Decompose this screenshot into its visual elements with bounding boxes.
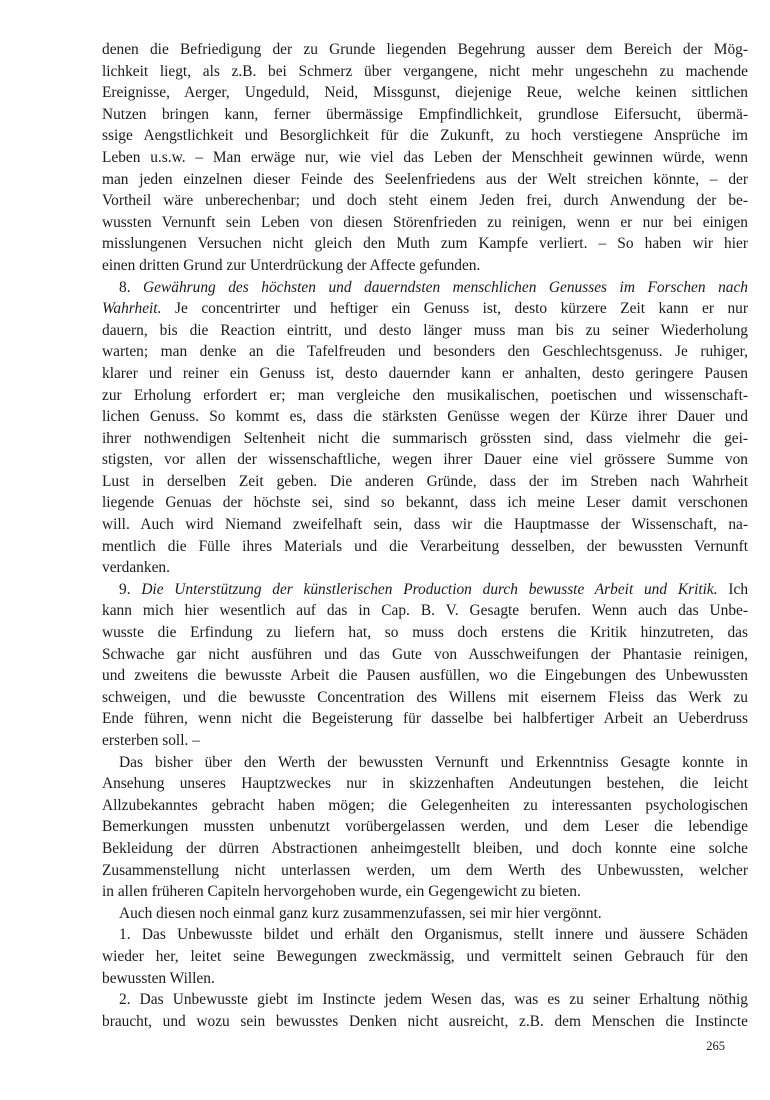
text-run: misslungenen Versuchen nicht gleich den Muth zum Kampfe verliert. – So haben wir hier — [102, 235, 748, 253]
text-run: Ereignisse, Aerger, Ungeduld, Neid, Missgunst, diejenige Reue, welche keinen sittlichen — [102, 84, 748, 102]
text-line — [102, 385, 748, 407]
text-line — [102, 665, 748, 687]
text-run: dauern, bis die Reaction eintritt, und desto länger muss man bis zu seiner Wiederholung — [102, 321, 748, 339]
paragraph — [102, 924, 748, 989]
text-run: Allzubekanntes gebracht haben mögen; die Gelegenheiten zu interessanten psychologischen — [102, 796, 748, 814]
italic-text-run: Wahrheit. — [102, 300, 162, 318]
text-line — [102, 104, 748, 126]
text-run: Ende führen, wenn nicht die Begeisterung für dasselbe bei halbfertiger Arbeit an Ueberdruss — [102, 710, 748, 728]
text-line — [102, 600, 748, 622]
text-run: ssige Aengstlichkeit und Besorglichkeit für die Zukunft, zu hoch verstiegene Ansprüche im — [102, 127, 748, 145]
text-line — [102, 622, 748, 644]
text-line — [102, 169, 748, 191]
text-line — [102, 212, 748, 234]
text-line — [102, 82, 748, 104]
text-line — [102, 924, 748, 946]
italic-text-run: Die Unterstützung der künstlerischen Production durch bewusste Arbeit und Kritik. — [141, 580, 718, 598]
text-block — [102, 39, 748, 1032]
text-line — [102, 838, 748, 860]
text-run: wusste die Erfindung zu liefern hat, so muss doch erstens die Kritik hinzutreten, das — [102, 624, 748, 642]
text-run: kann mich hier wesentlich auf das in Cap. B. V. Gesagte berufen. Wenn auch das Unbe- — [102, 602, 748, 620]
text-run: Nutzen bringen kann, ferner übermässige Empfindlichkeit, grundlose Eifersucht, übermä- — [102, 105, 748, 123]
paragraph — [102, 579, 748, 752]
text-run: zur Erholung erfordert er; man vergleiche den musikalischen, poetischen und wissenschaft- — [102, 386, 748, 404]
text-run: man jeden einzelnen dieser Feinde des Seelenfriedens aus der Welt streichen könnte, – der — [102, 170, 748, 188]
text-line — [102, 125, 748, 147]
text-run: einen dritten Grund zur Unterdrückung der Affecte gefunden. — [102, 256, 481, 274]
text-run: 1. Das Unbewusste bildet und erhält den Organismus, stellt innere und äussere Schäden — [119, 926, 748, 944]
text-run: denen die Befriedigung der zu Grunde liegenden Begehrung ausser dem Bereich der Mög- — [102, 41, 748, 58]
text-line — [102, 816, 748, 838]
text-run: Das bisher über den Werth der bewussten Vernunft und Erkenntniss Gesagte konnte in — [119, 753, 748, 771]
text-run: und zweitens die bewusste Arbeit die Pausen ausfüllen, wo die Eingebungen des Unbewussten — [102, 667, 748, 685]
text-line — [102, 1011, 748, 1033]
text-line — [102, 492, 748, 514]
text-line — [102, 406, 748, 428]
text-line — [102, 752, 748, 774]
text-run: ihrer nothwendigen Seltenheit nicht die summarisch grössten sind, dass vielmehr die gei- — [102, 429, 748, 447]
text-line — [102, 255, 748, 277]
text-line — [102, 39, 748, 61]
text-line — [102, 968, 748, 990]
text-run: 8. — [119, 278, 144, 296]
text-line — [102, 946, 748, 968]
text-line — [102, 449, 748, 471]
text-line — [102, 320, 748, 342]
paragraph — [102, 39, 748, 277]
text-line — [102, 61, 748, 83]
text-line — [102, 773, 748, 795]
text-run: Schwache gar nicht ausführen und das Gute von Ausschweifungen der Phantasie reinigen, — [102, 645, 748, 663]
text-run: lichen Genuss. So kommt es, dass die stärksten Genüsse wegen der Kürze ihrer Dauer und — [102, 408, 748, 426]
text-run: schweigen, und die bewusste Concentration des Willens mit eisernem Fleiss das Werk zu — [102, 688, 748, 706]
text-run: Ansehung unseres Hauptzweckes nur in skizzenhaften Andeutungen bestehen, die leicht — [102, 775, 748, 793]
text-run: stigsten, vor allen der wissenschaftliche, wegen ihrer Dauer eine viel grössere Summe von — [102, 451, 748, 469]
text-run: Lust in derselben Zeit geben. Die anderen Gründe, dass der im Streben nach Wahrheit — [102, 472, 748, 490]
italic-text-run: Gewährung des höchsten und dauerndsten menschlichen Genusses im Forschen nach — [143, 278, 748, 296]
page-number: 265 — [706, 1039, 725, 1053]
text-line — [102, 233, 748, 255]
paragraph — [102, 752, 748, 903]
text-line — [102, 277, 748, 299]
text-line — [102, 190, 748, 212]
text-run: braucht, und wozu sein bewusstes Denken nicht ausreicht, z.B. dem Menschen die Instincte — [102, 1012, 748, 1030]
text-line — [102, 428, 748, 450]
text-line — [102, 989, 748, 1011]
text-run: liegende Genuas der höchste sei, sind so bekannt, dass ich meine Leser damit verschonen — [102, 494, 748, 512]
text-run: warten; man denke an die Tafelfreuden und besonders den Geschlechtsgenuss. Je ruhiger, — [102, 343, 748, 361]
text-line — [102, 298, 748, 320]
text-line — [102, 514, 748, 536]
text-line — [102, 644, 748, 666]
text-run: ersterben soll. – — [102, 732, 200, 749]
text-line — [102, 708, 748, 730]
text-run: Bekleidung der dürren Abstractionen anheimgestellt bleiben, und doch konnte eine solche — [102, 839, 748, 857]
text-line — [102, 795, 748, 817]
text-line — [102, 536, 748, 558]
text-line — [102, 471, 748, 493]
text-run: verdanken. — [102, 559, 170, 577]
text-line — [102, 579, 748, 601]
text-run: wieder her, leitet seine Bewegungen zweckmässig, und vermittelt seinen Gebrauch für den — [102, 947, 748, 965]
text-line — [102, 730, 748, 752]
text-run: wussten Vernunft sein Leben von diesen Störenfrieden zu reinigen, wenn er nur bei einigen — [102, 213, 748, 231]
text-run: will. Auch wird Niemand zweifelhaft sein, dass wir die Hauptmasse der Wissenschaft, na- — [102, 516, 748, 534]
text-run: Je concentrirter und heftiger ein Genuss ist, desto kürzere Zeit kann er nur — [161, 300, 748, 318]
text-line — [102, 147, 748, 169]
text-line — [102, 903, 748, 925]
text-run: Ich — [717, 580, 748, 598]
paragraph — [102, 903, 748, 925]
paragraph — [102, 989, 748, 1032]
text-line — [102, 860, 748, 882]
text-line — [102, 341, 748, 363]
text-run: mentlich die Fülle ihres Materials und die Verarbeitung desselben, der bewussten Vernunft — [102, 537, 748, 555]
text-run: bewussten Willen. — [102, 969, 215, 987]
text-run: Leben u.s.w. – Man erwäge nur, wie viel das Leben der Menschheit gewinnen würde, wenn — [102, 148, 748, 166]
text-line — [102, 881, 748, 903]
paragraph — [102, 277, 748, 579]
text-line — [102, 363, 748, 385]
text-run: Zusammenstellung nicht unterlassen werden, um dem Werth des Unbewussten, welcher — [102, 861, 748, 879]
text-run: in allen früheren Capiteln hervorgehoben wurde, ein Gegengewicht zu bieten. — [102, 883, 581, 901]
text-run: 9. — [119, 580, 142, 598]
text-run: Vortheil wäre unberechenbar; und doch steht einem Jeden frei, durch Anwendung der be- — [102, 192, 748, 210]
text-run: lichkeit liegt, als z.B. bei Schmerz über vergangene, nicht mehr ungeschehn zu machende — [102, 62, 748, 80]
text-line — [102, 687, 748, 709]
text-run: 2. Das Unbewusste giebt im Instincte jedem Wesen das, was es zu seiner Erhaltung nöthig — [119, 991, 748, 1009]
text-run: Auch diesen noch einmal ganz kurz zusammenzufassen, sei mir hier vergönnt. — [119, 904, 602, 922]
text-run: Bemerkungen mussten unbenutzt vorübergelassen werden, und dem Leser die lebendige — [102, 818, 748, 836]
text-line — [102, 557, 748, 579]
text-run: klarer und reiner ein Genuss ist, desto dauernder kann er anhalten, desto geringere Pausen — [102, 364, 748, 382]
